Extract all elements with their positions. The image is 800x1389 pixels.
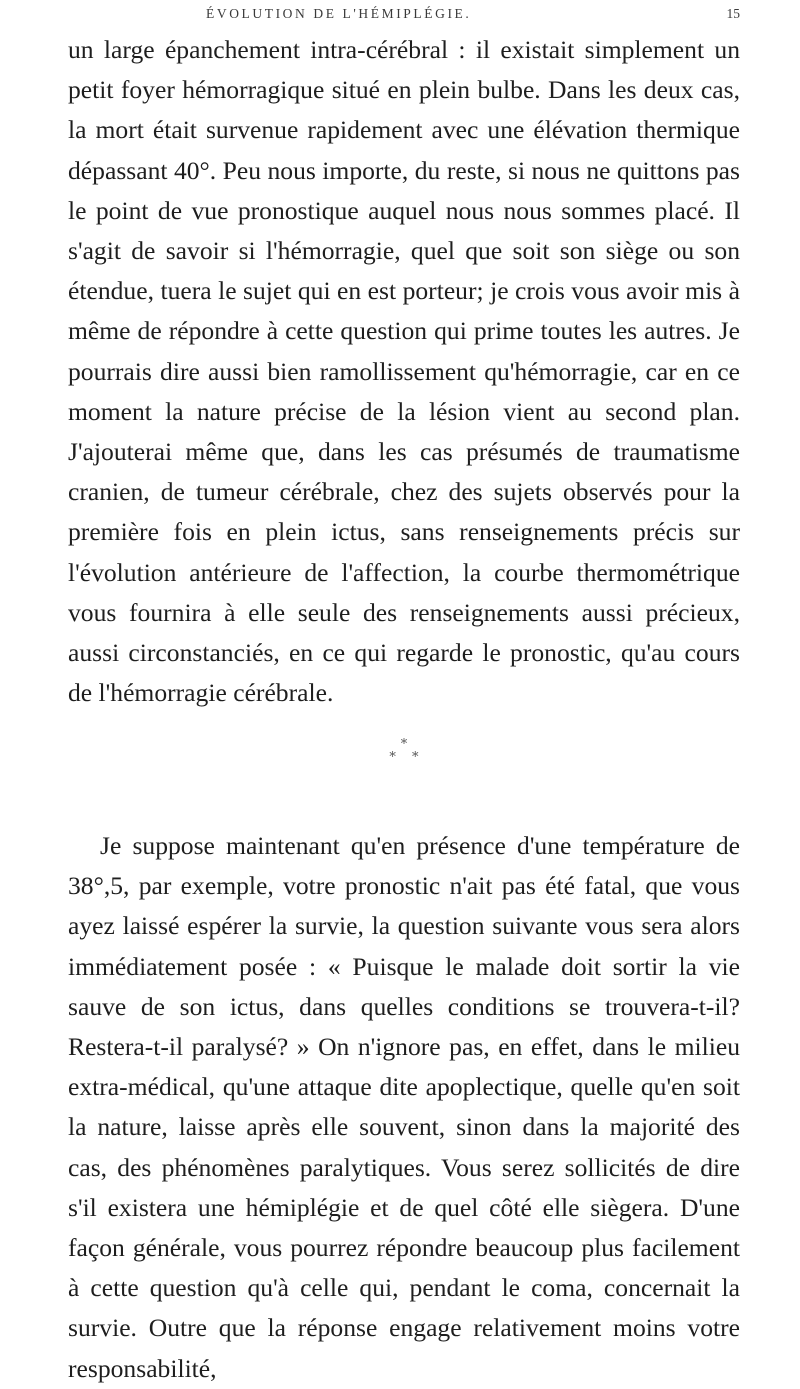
paragraph-continuation: un large épanchement intra-cérébral : il existait simplement un petit foyer hémorragique situé en plein bulbe. Dans les deux cas, la mort était survenue rapidement avec une élévation thermique dépassant 40°. Peu nous importe, du reste, si nous ne quittons pas le point de vue pronostique auquel nous nous sommes placé. Il s'agit de savoir si l'hémorragie, quel que soit son siège ou son étendue, tuera le sujet qui en est porteur; je crois vous avoir mis à même de répondre à cette question qui prime toutes les autres. Je pourrais dire aussi bien ramollissement qu'hémorragie, car en ce moment la nature précise de la lésion vient au second plan. J'ajouterai même que, dans les cas présumés de traumatisme cranien, de tumeur cérébrale, chez des sujets observés pour la première fois en plein ictus, sans renseignements précis sur l'évolution antérieure de l'affection, la courbe thermométrique vous fournira à elle seule des renseignements aussi précieux, aussi circonstanciés, en ce qui regarde le pronostic, qu'au cours de l'hémorragie cérébrale.	[68, 35, 740, 708]
asterism-bottom: * *	[389, 750, 425, 765]
paragraph-body: Je suppose maintenant qu'en présence d'une température de 38°,5, par exemple, votre pronostic n'ait pas été fatal, que vous ayez laissé espérer la survie, la question suivante vous sera alors immédiatement posée : « Puisque le malade doit sortir la vie sauve de son ictus, dans quelles conditions se trouvera-t-il? Restera-t-il paralysé? » On n'ignore pas, en effet, dans le milieu extra-médical, qu'une attaque dite apoplectique, quelle qu'en soit la nature, laisse après elle souvent, sinon dans la majorité des cas, des phénomènes paralytiques. Vous serez sollicités de dire s'il existera une hémiplégie et de quel côté elle siègera. D'une façon générale, vous pourrez répondre beaucoup plus facilement à cette question qu'à celle qui, pendant le coma, concernait la survie. Outre que la réponse engage relativement moins votre responsabilité,	[68, 831, 740, 1383]
page-number: 15	[726, 6, 740, 21]
asterism-separator	[68, 738, 740, 764]
text-block-2	[68, 826, 740, 1389]
running-title: ÉVOLUTION DE L'HÉMIPLÉGIE.	[206, 6, 472, 21]
asterism-top: *	[400, 737, 408, 752]
running-head	[68, 6, 740, 28]
text-block-1	[68, 30, 740, 713]
